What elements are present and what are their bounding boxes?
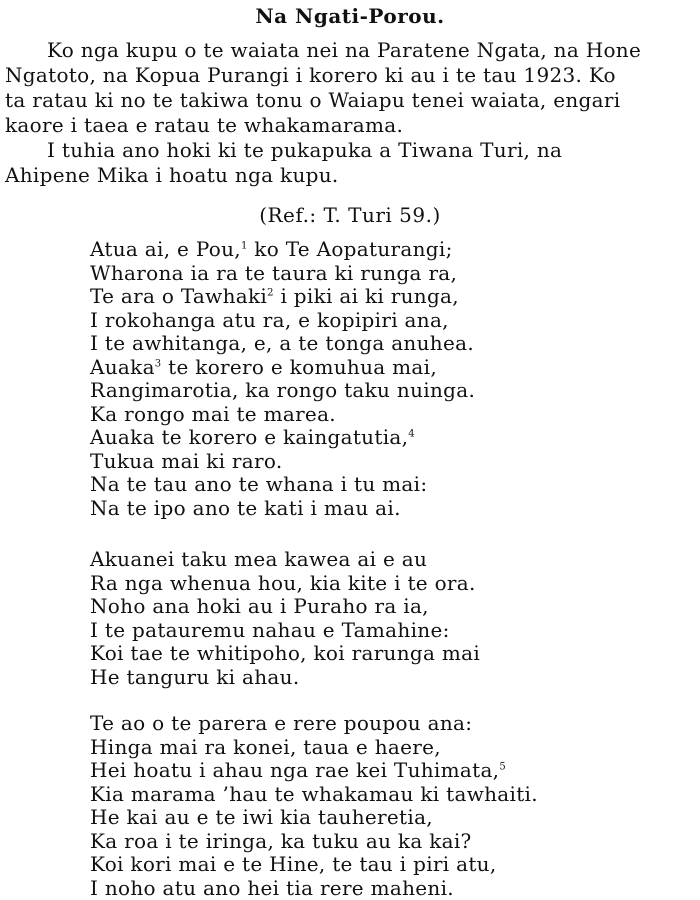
verse-text: te korero e komuhua mai,	[168, 354, 437, 379]
verse-text: Hei hoatu i ahau nga rae kei Tuhimata,	[90, 758, 500, 782]
intro-line: ta ratau ki no te takiwa tonu o Waiapu tenei waiata, engari	[5, 88, 621, 112]
intro-line: Ngatoto, na Kopua Purangi i korero ki au i te tau 1923. Ko	[5, 63, 616, 87]
intro-paragraph-2	[5, 138, 695, 188]
verse-text: Auaka te korero e kaingatutia,	[90, 425, 409, 449]
verse-text: Atua ai, e Pou,	[90, 237, 241, 261]
verse-line: He kai au e te iwi kia tauheretia,	[90, 805, 433, 829]
verse-line: I rokohanga atu ra, e kopipiri ana,	[90, 307, 449, 332]
footnote-mark: 1	[240, 240, 248, 252]
verse-text: ko Te Aopaturangi;	[254, 237, 453, 261]
verse-line: I te awhitanga, e, a te tonga anuhea.	[90, 331, 474, 355]
footnote-mark: 5	[499, 761, 507, 773]
verse-line: He tanguru ki ahau.	[90, 664, 300, 689]
verse-line	[90, 426, 690, 450]
verse-line	[90, 759, 690, 783]
verse-line: Ra nga whenua hou, kia kite i te ora.	[90, 570, 476, 595]
verse-line: Koi tae te whitipoho, koi rarunga mai	[90, 641, 481, 665]
intro-line: Ahipene Mika i hoatu nga kupu.	[5, 163, 339, 187]
footnote-mark: 3	[154, 357, 162, 369]
reference-citation: (Ref.: T. Turi 59.)	[259, 203, 441, 227]
intro-text	[5, 38, 695, 188]
intro-line: Ko nga kupu o te waiata nei na Paratene Ngata, na Hone	[47, 38, 642, 62]
verse-text: i piki ai ki runga,	[280, 284, 459, 308]
verse-line: I noho atu ano hei tia rere maheni.	[90, 875, 454, 900]
verse-line: Kia marama ’hau te whakamau ki tawhaiti.	[90, 781, 538, 806]
verse-line: Noho ana hoki au i Puraho ra ia,	[90, 594, 429, 618]
verse-line	[90, 238, 690, 262]
verse-line	[90, 356, 690, 380]
verse-line: Ka roa i te iringa, ka tuku au ka kai?	[90, 828, 472, 853]
verse-line: Na te tau ano te whana i tu mai:	[90, 472, 428, 496]
verse-text: Te ara o Tawhaki	[90, 284, 268, 308]
verse-line: Rangimarotia, ka rongo taku nuinga.	[90, 378, 476, 402]
verse-line: I te patauremu nahau e Tamahine:	[90, 617, 450, 642]
verse-line: Ka rongo mai te marea.	[90, 401, 336, 426]
verse-line: Wharona ia ra te taura ki runga ra,	[90, 260, 458, 285]
verse-text: Auaka	[90, 354, 155, 379]
page-title: Na Ngati-Porou.	[255, 4, 445, 28]
verse-line: Hinga mai ra konei, taua e haere,	[90, 734, 441, 759]
verse-line: Tukua mai ki raro.	[90, 448, 283, 473]
verse-line: Akuanei taku mea kawea ai e au	[90, 547, 428, 571]
stanza-2	[90, 548, 690, 689]
verse-line: Te ao o te parera e rere poupou ana:	[90, 711, 473, 735]
intro-line: kaore i taea e ratau te whakamarama.	[5, 113, 404, 137]
intro-line: I tuhia ano hoki ki te pukapuka a Tiwana Turi, na	[47, 138, 563, 162]
verse-line: Na te ipo ano te kati i mau ai.	[90, 495, 401, 520]
stanza-3	[90, 712, 690, 900]
intro-paragraph-1	[5, 38, 695, 138]
footnote-mark: 2	[267, 287, 274, 299]
footnote-mark: 4	[408, 428, 415, 440]
verse-line: Koi kori mai e te Hine, te tau i piri atu,	[90, 852, 497, 876]
verse-line	[90, 285, 690, 309]
stanza-1	[90, 238, 690, 520]
